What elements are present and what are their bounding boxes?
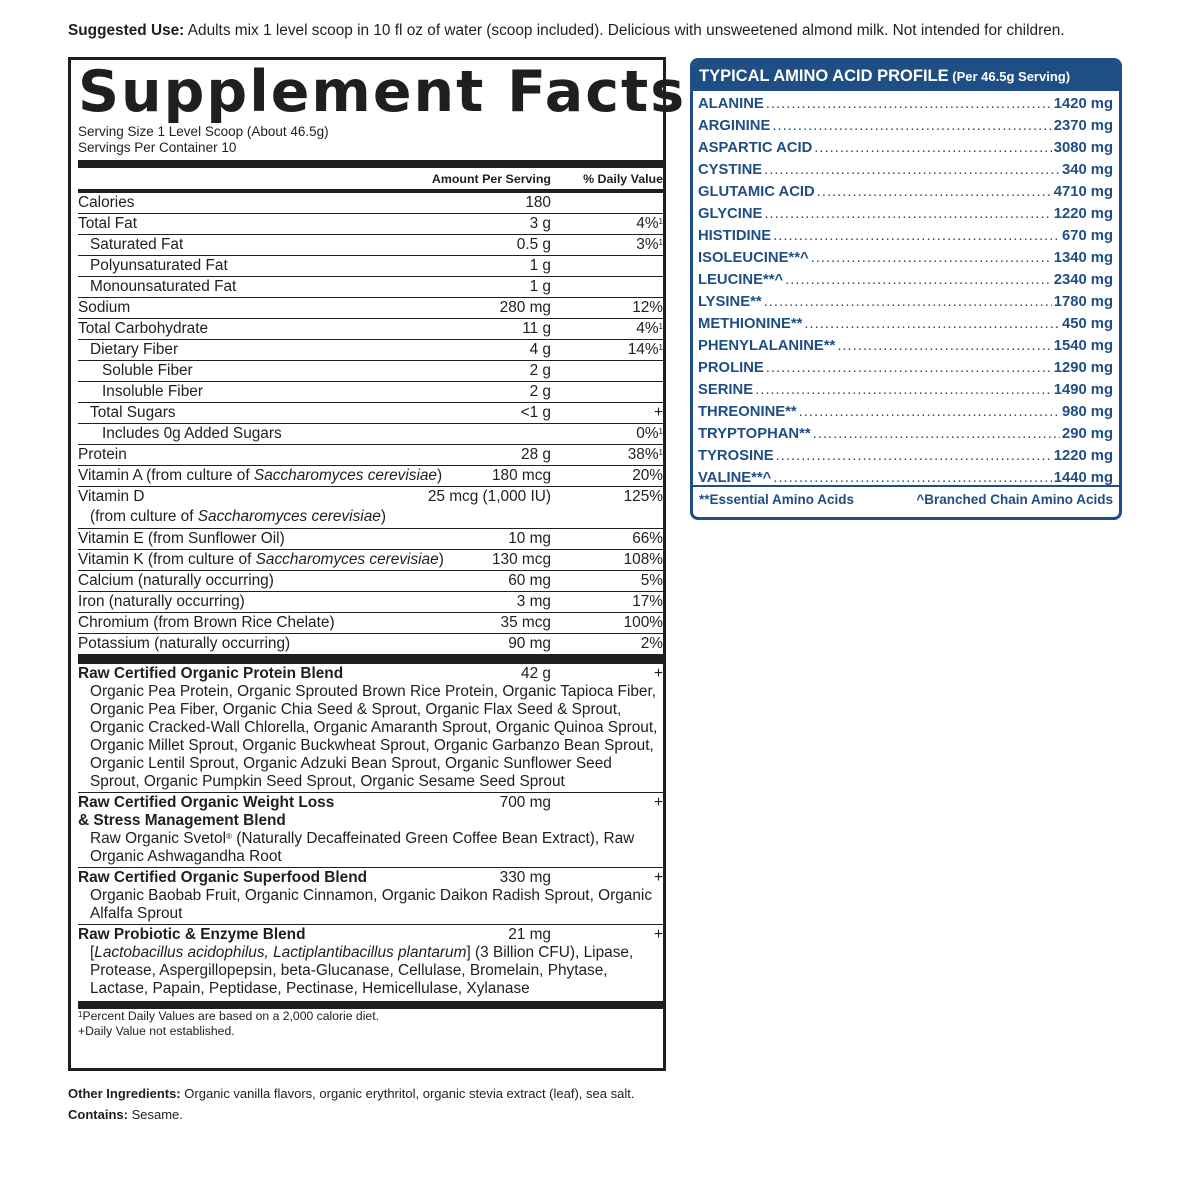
amino-name: LYSINE**: [698, 294, 762, 310]
amino-value: 1780 mg: [1053, 294, 1113, 310]
blend-name: Raw Certified Organic Weight Loss: [78, 794, 335, 811]
footnote-dv-not-established: +Daily Value not established.: [78, 1024, 235, 1038]
nutrient-amount: 2 g: [529, 383, 551, 400]
amino-value: 1220 mg: [1053, 206, 1113, 222]
amino-name: SERINE: [698, 382, 754, 398]
leader-dots: [799, 401, 1060, 423]
amino-row: [698, 423, 1113, 445]
nutrient-daily-value: 66%: [632, 530, 663, 547]
nutrient-amount: <1 g: [520, 404, 551, 421]
amino-row: [698, 225, 1113, 247]
amino-name: LEUCINE**^: [698, 272, 784, 288]
nutrient-name: Calcium (naturally occurring): [78, 572, 274, 589]
nutrient-name: Soluble Fiber: [102, 362, 193, 379]
amino-value: 450 mg: [1062, 316, 1113, 332]
nutrient-row: [78, 424, 663, 445]
amino-row: [698, 357, 1113, 379]
amino-name: GLUTAMIC ACID: [698, 184, 815, 200]
nutrient-name: Chromium (from Brown Rice Chelate): [78, 614, 335, 631]
blend-row: [78, 793, 663, 830]
amino-row: [698, 247, 1113, 269]
servings-per-container: Servings Per Container 10: [78, 140, 237, 155]
blend-amount: 42 g: [521, 665, 551, 682]
blend-ingredients: Organic Baobab Fruit, Organic Cinnamon, Organic Daikon Radish Sprout, Organic Alfalfa Sprout: [78, 887, 663, 925]
amino-row: [698, 379, 1113, 401]
blend-daily-value: +: [654, 869, 663, 886]
nutrient-amount: 280 mg: [499, 299, 551, 316]
nutrient-name: Vitamin D: [78, 488, 145, 505]
amino-name: PROLINE: [698, 360, 764, 376]
amino-row: [698, 401, 1113, 423]
divider-thick: [78, 160, 663, 168]
nutrient-amount: 90 mg: [508, 635, 551, 652]
nutrient-amount: 130 mcg: [491, 551, 551, 568]
nutrient-name: Dietary Fiber: [90, 341, 179, 358]
blend-amount: 330 mg: [499, 869, 551, 886]
column-header: [78, 168, 663, 189]
footnote-percent-dv: $^1$Percent Daily Values are based on a 2,000 calorie diet.: [78, 1009, 379, 1023]
nutrient-daily-value: 125%: [623, 488, 663, 505]
nutrient-daily-value: 4%$^1$: [636, 320, 663, 337]
leader-dots: [837, 335, 1051, 357]
amino-name: ALANINE: [698, 96, 764, 112]
amino-footer: [693, 485, 1119, 517]
nutrient-row: [78, 592, 663, 613]
amino-value: 1540 mg: [1053, 338, 1113, 354]
nutrient-name: Total Carbohydrate: [78, 320, 209, 337]
nutrient-source: (from culture of Saccharomyces cerevisiae): [90, 508, 386, 525]
nutrient-daily-value: +: [654, 404, 663, 421]
nutrient-daily-value: 20%: [632, 467, 663, 484]
amino-value: 4710 mg: [1053, 184, 1113, 200]
nutrient-daily-value: 5%: [640, 572, 663, 589]
header-daily-value: % Daily Value: [583, 172, 663, 186]
nutrient-daily-value: 38%$^1$: [627, 446, 663, 463]
essential-note: **Essential Amino Acids: [699, 492, 855, 507]
leader-dots: [776, 445, 1052, 467]
leader-dots: [813, 423, 1060, 445]
blend-name: Raw Certified Organic Superfood Blend: [78, 869, 368, 886]
nutrient-daily-value: 14%$^1$: [627, 341, 663, 358]
nutrient-name: Total Sugars: [90, 404, 176, 421]
nutrient-name: Monounsaturated Fat: [90, 278, 237, 295]
nutrient-row: [78, 319, 663, 340]
amino-value: 1420 mg: [1053, 96, 1113, 112]
blend-amount: 700 mg: [499, 794, 551, 811]
nutrient-amount: 180: [525, 194, 551, 211]
nutrient-amount: 28 g: [521, 446, 551, 463]
nutrient-daily-value: 12%: [632, 299, 663, 316]
nutrient-daily-value: 4%$^1$: [636, 215, 663, 232]
amino-name: ARGININE: [698, 118, 771, 134]
amino-row: [698, 137, 1113, 159]
amino-row: [698, 291, 1113, 313]
suggested-use-label: Suggested Use:: [68, 22, 185, 39]
nutrient-amount: 3 g: [529, 215, 551, 232]
amino-value: 980 mg: [1062, 404, 1113, 420]
divider-thick: [78, 654, 663, 664]
nutrient-daily-value: 3%$^1$: [636, 236, 663, 253]
suggested-use: [68, 22, 1188, 40]
nutrient-row: [78, 193, 663, 214]
nutrient-amount: 10 mg: [508, 530, 551, 547]
divider-thick: [78, 1001, 663, 1009]
blend-amount: 21 mg: [508, 926, 551, 943]
nutrient-name: Protein: [78, 446, 127, 463]
nutrient-amount: 25 mcg (1,000 IU): [427, 488, 551, 505]
serving-size: Serving Size 1 Level Scoop (About 46.5g): [78, 124, 329, 139]
amino-header: [693, 61, 1119, 91]
amino-name: ISOLEUCINE**^: [698, 250, 809, 266]
nutrient-daily-value: 108%: [623, 551, 663, 568]
bcaa-note: ^Branched Chain Amino Acids: [916, 492, 1113, 507]
amino-value: 1490 mg: [1053, 382, 1113, 398]
amino-row: [698, 313, 1113, 335]
leader-dots: [772, 115, 1051, 137]
nutrient-row: [78, 214, 663, 235]
amino-title: TYPICAL AMINO ACID PROFILE: [699, 67, 949, 85]
amino-list: [693, 91, 1119, 489]
nutrient-row: [78, 403, 663, 424]
nutrient-row: [78, 466, 663, 487]
blend-row: [78, 868, 663, 887]
nutrient-row: [78, 382, 663, 403]
nutrient-daily-value: 17%: [632, 593, 663, 610]
nutrient-amount: 1 g: [529, 278, 551, 295]
nutrient-name: Potassium (naturally occurring): [78, 635, 291, 652]
nutrient-amount: 180 mcg: [491, 467, 551, 484]
amino-row: [698, 445, 1113, 467]
blend-ingredients: Raw Organic Svetol® (Naturally Decaffeinated Green Coffee Bean Extract), Raw Organic Ashwagandha Root: [78, 830, 663, 868]
amino-name: TYROSINE: [698, 448, 774, 464]
nutrient-amount: 1 g: [529, 257, 551, 274]
amino-row: [698, 115, 1113, 137]
facts-title: Supplement Facts: [78, 59, 687, 125]
nutrient-row: [78, 298, 663, 319]
nutrient-name: Vitamin A (from culture of Saccharomyces cerevisiae): [78, 467, 443, 484]
leader-dots: [804, 313, 1060, 335]
nutrient-name: Insoluble Fiber: [102, 383, 203, 400]
nutrient-name: Includes 0g Added Sugars: [102, 425, 282, 442]
amino-row: [698, 335, 1113, 357]
other-ingredients: [68, 1083, 634, 1125]
blend-ingredients: [Lactobacillus acidophilus, Lactiplantibacillus plantarum] (3 Billion CFU), Lipase, Protease, Aspergillopepsin, beta-Glucanase, Cellulase, Bromelain, Phytase, Lactase, Papain, Peptidase, Pectinase, Hemicellulase, Xylanase: [90, 944, 634, 997]
leader-dots: [764, 203, 1051, 225]
nutrient-amount: 0.5 g: [516, 236, 551, 253]
amino-name: ASPARTIC ACID: [698, 140, 813, 156]
leader-dots: [773, 225, 1060, 247]
blend-daily-value: +: [654, 926, 663, 943]
nutrient-row: [78, 235, 663, 256]
nutrient-daily-value: 100%: [623, 614, 663, 631]
amino-name: CYSTINE: [698, 162, 763, 178]
amino-row: [698, 159, 1113, 181]
amino-value: 1340 mg: [1053, 250, 1113, 266]
leader-dots: [785, 269, 1052, 291]
blend-ingredients: Organic Pea Protein, Organic Sprouted Brown Rice Protein, Organic Tapioca Fiber, Organic Pea Fiber, Organic Chia Seed & Sprout, Organic Flax Seed & Sprout, Organic Cracked-Wall Chlorella, Organic Amaranth Sprout, Organic Quinoa Sprout, Organic Millet Sprout, Organic Buckwheat Sprout, Organic Garbanzo Bean Sprout, Organic Lentil Sprout, Organic Adzuki Bean Sprout, Organic Sunflower Seed Sprout, Organic Pumpkin Seed Sprout, Organic Sesame Seed Sprout: [78, 683, 663, 793]
blend-name: & Stress Management Blend: [78, 812, 286, 829]
nutrient-name: Vitamin K (from culture of Saccharomyces cerevisiae): [78, 551, 444, 568]
leader-dots: [764, 159, 1060, 181]
leader-dots: [755, 379, 1052, 401]
nutrient-amount: 60 mg: [508, 572, 551, 589]
nutrient-row: [78, 613, 663, 634]
nutrient-row: [78, 550, 663, 571]
amino-name: TRYPTOPHAN**: [698, 426, 811, 442]
amino-value: 1290 mg: [1053, 360, 1113, 376]
amino-value: 2370 mg: [1053, 118, 1113, 134]
contains-label: Contains:: [68, 1107, 128, 1122]
amino-value: 340 mg: [1062, 162, 1113, 178]
nutrient-amount: 4 g: [529, 341, 551, 358]
nutrient-row: [78, 529, 663, 550]
nutrient-name: Vitamin E (from Sunflower Oil): [78, 530, 285, 547]
other-ingredients-text: Organic vanilla flavors, organic erythritol, organic stevia extract (leaf), sea salt.: [180, 1086, 635, 1101]
leader-dots: [811, 247, 1052, 269]
amino-acid-profile-panel: [690, 58, 1122, 520]
amino-name: PHENYLALANINE**: [698, 338, 836, 354]
nutrient-row: [78, 571, 663, 592]
blend-row: [78, 664, 663, 683]
amino-row: [698, 181, 1113, 203]
nutrient-amount: 3 mg: [516, 593, 551, 610]
nutrient-table: [78, 193, 663, 654]
blend-table: [78, 664, 663, 999]
nutrient-name: Iron (naturally occurring): [78, 593, 245, 610]
nutrient-row: [78, 445, 663, 466]
nutrient-daily-value: 0%$^1$: [636, 425, 663, 442]
nutrient-amount: 11 g: [522, 320, 551, 337]
amino-name: METHIONINE**: [698, 316, 803, 332]
suggested-use-text: Adults mix 1 level scoop in 10 fl oz of water (scoop included). Delicious with unsweetened almond milk. Not intended for children.: [184, 22, 1065, 39]
blend-name: Raw Probiotic & Enzyme Blend: [78, 926, 306, 943]
nutrient-amount: 2 g: [529, 362, 551, 379]
leader-dots: [764, 291, 1052, 313]
leader-dots: [817, 181, 1052, 203]
leader-dots: [766, 357, 1052, 379]
nutrient-row: [78, 277, 663, 298]
amino-value: 2340 mg: [1053, 272, 1113, 288]
blend-name: Raw Certified Organic Protein Blend: [78, 665, 344, 682]
header-amount: Amount Per Serving: [431, 172, 551, 186]
nutrient-row: [78, 361, 663, 382]
nutrient-name: Calories: [78, 194, 135, 211]
amino-value: 1220 mg: [1053, 448, 1113, 464]
blend-daily-value: +: [654, 665, 663, 682]
nutrient-row: [78, 634, 663, 654]
blend-row: [78, 925, 663, 944]
amino-name: HISTIDINE: [698, 228, 772, 244]
other-ingredients-label: Other Ingredients:: [68, 1086, 181, 1101]
contains-text: Sesame.: [127, 1107, 183, 1122]
nutrient-row: [78, 487, 663, 529]
amino-value: 1440 mg: [1053, 470, 1113, 486]
amino-name: GLYCINE: [698, 206, 763, 222]
amino-row: [698, 203, 1113, 225]
amino-value: 290 mg: [1062, 426, 1113, 442]
nutrient-name: Total Fat: [78, 215, 138, 232]
amino-value: 670 mg: [1062, 228, 1113, 244]
nutrient-daily-value: 2%: [640, 635, 663, 652]
nutrient-row: [78, 340, 663, 361]
amino-value: 3080 mg: [1053, 140, 1113, 156]
amino-row: [698, 269, 1113, 291]
nutrient-name: Polyunsaturated Fat: [90, 257, 228, 274]
nutrient-name: Sodium: [78, 299, 131, 316]
blend-daily-value: +: [654, 794, 663, 811]
amino-name: VALINE**^: [698, 470, 772, 486]
amino-name: THREONINE**: [698, 404, 797, 420]
nutrient-amount: 35 mcg: [500, 614, 551, 631]
nutrient-row: [78, 256, 663, 277]
nutrient-name: Saturated Fat: [90, 236, 184, 253]
leader-dots: [814, 137, 1052, 159]
leader-dots: [766, 93, 1052, 115]
amino-per-serving: (Per 46.5g Serving): [948, 69, 1071, 84]
supplement-facts-panel: [68, 57, 687, 1071]
amino-row: [698, 93, 1113, 115]
